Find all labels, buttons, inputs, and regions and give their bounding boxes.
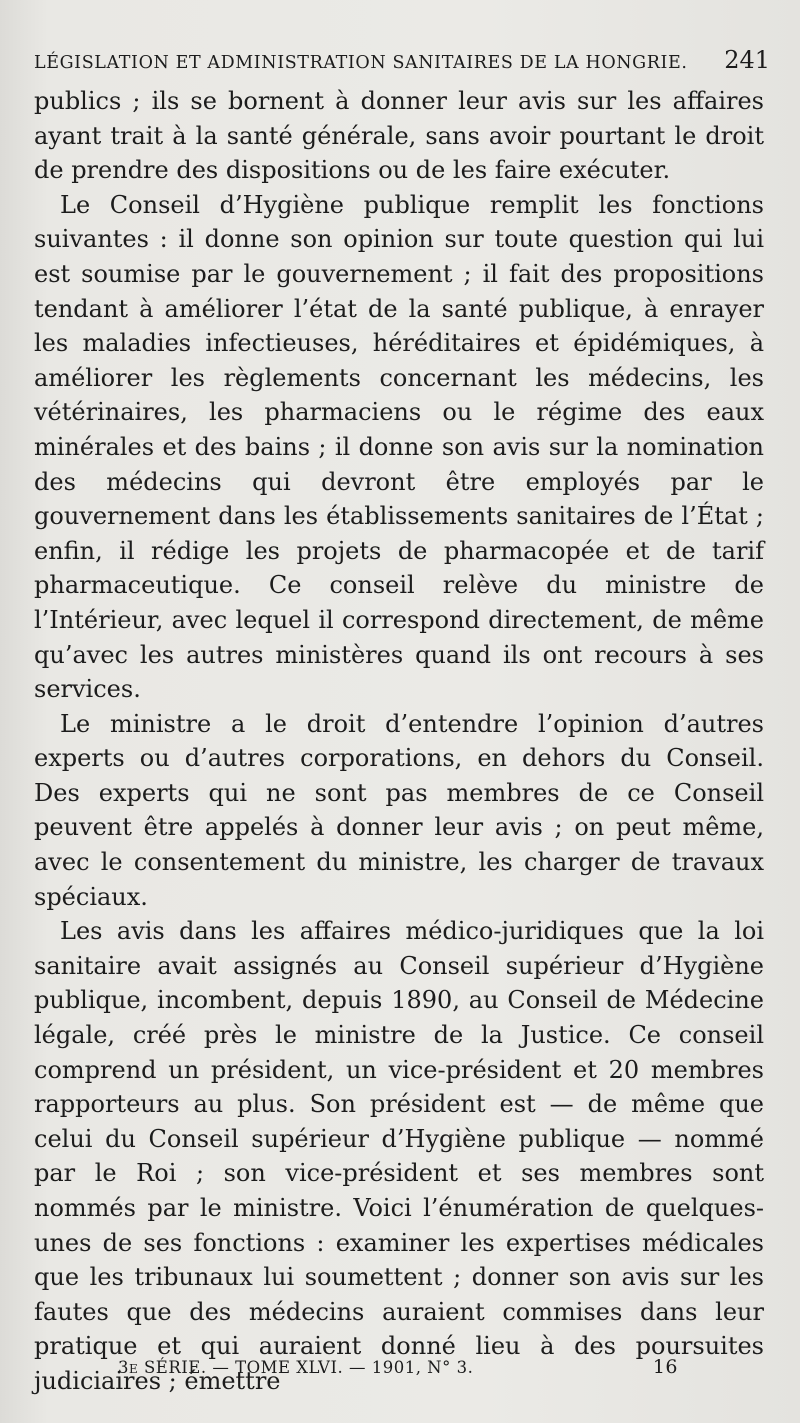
paragraph-ministre-experts: Le ministre a le droit d’entendre l’opinion d’autres experts ou d’autres corporations, en dehors du Conseil. Des experts qui ne sont pas membres de ce Conseil peuvent être appelés à donner leur avis ; on peut même, avec le consentement du ministre, les charger de travaux spéciaux. [34,709,764,911]
paragraph-medecine-legale: Les avis dans les affaires médico-juridiques que la loi sanitaire avait assignés au Conseil supérieur d’Hygiène publique, incombent, depuis 1890, au Conseil de Médecine légale, créé près le ministre de la Justice. Ce conseil comprend un président, un vice-président et 20 membres rapporteurs au plus. Son président est — de même que celui du Conseil supérieur d’Hygiène publique — nommé par le Roi ; son vice-président et ses membres sont nommés par le ministre. Voici l’énumération de quelques-unes de ses fonctions : examiner les expertises médicales que les tribunaux lui soumettent ; donner son avis sur les fautes que des médecins auraient commises dans leur pratique et qui auraient donné lieu à des poursuites judiciaires ; émettre [34,917,764,1395]
paragraph-conseil-hygiene: Le Conseil d’Hygiène publique remplit les fonctions suivantes : il donne son opinion sur toute question qui lui est soumise par le gouvernement ; il fait des propositions tendant à améliorer l’état de la santé publique, à enrayer les maladies infectieuses, héréditaires et épidémiques, à améliorer les règlements concernant les médecins, les vétérinaires, les pharmaciens ou le régime des eaux minérales et des bains ; il donne son avis sur la nomination des médecins qui devront être employés par le gouvernement dans les établissements sanitaires de l’État ; enfin, il rédige les projets de pharmacopée et de tarif pharmaceutique. Ce conseil relève du ministre de l’Intérieur, avec lequel il correspond directement, de même qu’avec les autres ministères quand ils ont recours à ses services. [34,190,764,704]
signature-mark: 16 [652,1356,678,1378]
page-footer [118,1356,678,1378]
running-head [34,46,774,76]
running-title: LÉGISLATION ET ADMINISTRATION SANITAIRES DE LA HONGRIE. [34,53,688,73]
body-text [34,84,764,1399]
page-number: 241 [724,46,770,74]
paragraph-continuation: publics ; ils se bornent à donner leur avis sur les affaires ayant trait à la santé générale, sans avoir pourtant le droit de prendre des dispositions ou de les faire exécuter. [34,87,764,185]
series-info: 3e SÉRIE. — TOME XLVI. — 1901, N° 3. [118,1358,474,1377]
